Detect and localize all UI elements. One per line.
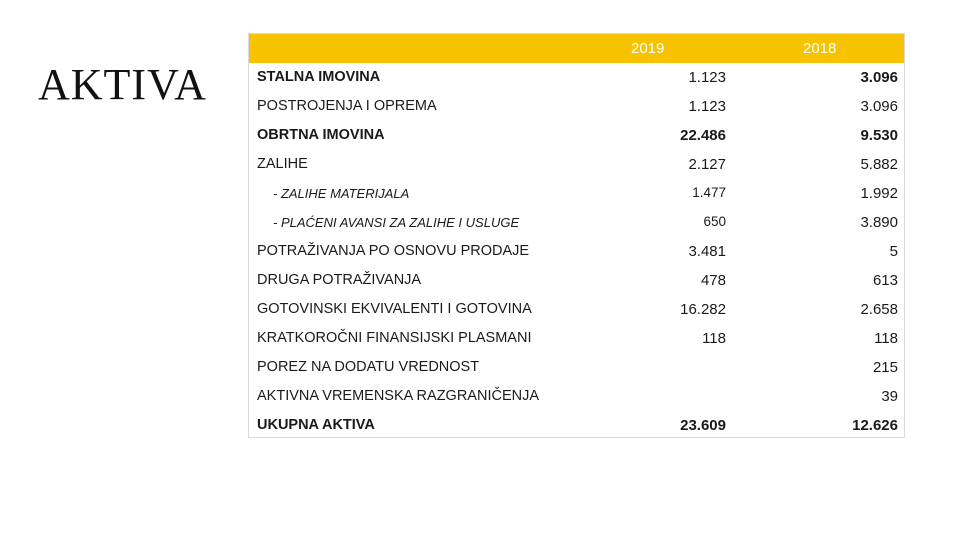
value-2018: 39 bbox=[881, 388, 898, 405]
value-2018: 118 bbox=[874, 330, 898, 347]
slide-title: AKTIVA bbox=[38, 60, 207, 109]
value-2019: 478 bbox=[700, 272, 726, 289]
row-label: AKTIVNA VREMENSKA RAZGRANIČENJA bbox=[257, 388, 540, 404]
row-label: ZALIHE bbox=[257, 156, 308, 172]
row-label: UKUPNA AKTIVA bbox=[257, 417, 375, 433]
value-2018: 3.096 bbox=[860, 69, 898, 86]
row-label: STALNA IMOVINA bbox=[257, 69, 381, 85]
row-label: POREZ NA DODATU VREDNOST bbox=[257, 359, 480, 375]
column-header-2019: 2019 bbox=[631, 40, 665, 57]
value-2019: 118 bbox=[702, 330, 726, 347]
value-2019: 16.282 bbox=[680, 301, 726, 318]
table-row bbox=[249, 295, 904, 324]
row-label: KRATKOROČNI FINANSIJSKI PLASMANI bbox=[257, 330, 532, 346]
row-label: - PLAĆENI AVANSI ZA ZALIHE I USLUGE bbox=[273, 215, 520, 230]
value-2019: 23.609 bbox=[680, 417, 726, 434]
value-2019: 1.477 bbox=[692, 185, 726, 200]
value-2019: 2.127 bbox=[688, 156, 726, 173]
value-2018: 613 bbox=[872, 272, 898, 289]
value-2018: 3.096 bbox=[860, 98, 898, 115]
value-2019: 22.486 bbox=[680, 127, 726, 144]
table-row bbox=[249, 382, 904, 411]
value-2018: 9.530 bbox=[860, 127, 898, 144]
row-label: POTRAŽIVANJA PO OSNOVU PRODAJE bbox=[257, 243, 530, 259]
table-row bbox=[249, 208, 904, 237]
row-label: POSTROJENJA I OPREMA bbox=[257, 98, 437, 114]
value-2019: 3.481 bbox=[688, 243, 726, 260]
table-header bbox=[249, 34, 904, 63]
table-row-total bbox=[249, 411, 904, 440]
row-label: GOTOVINSKI EKVIVALENTI I GOTOVINA bbox=[257, 301, 532, 317]
value-2019: 1.123 bbox=[688, 98, 726, 115]
value-2018: 3.890 bbox=[860, 214, 898, 231]
row-label: OBRTNA IMOVINA bbox=[257, 127, 385, 143]
row-label: DRUGA POTRAŽIVANJA bbox=[257, 272, 422, 288]
column-header-2018: 2018 bbox=[803, 40, 837, 57]
table-row bbox=[249, 266, 904, 295]
balance-table bbox=[248, 33, 905, 438]
value-2019: 650 bbox=[703, 214, 726, 229]
value-2018: 2.658 bbox=[860, 301, 898, 318]
table-row bbox=[249, 92, 904, 121]
table-row bbox=[249, 63, 904, 92]
value-2018: 215 bbox=[872, 359, 898, 376]
value-2018: 5 bbox=[889, 243, 898, 260]
table-row bbox=[249, 150, 904, 179]
value-2018: 1.992 bbox=[860, 185, 898, 202]
row-label: - ZALIHE MATERIJALA bbox=[273, 186, 410, 201]
value-2018: 5.882 bbox=[860, 156, 898, 173]
value-2018: 12.626 bbox=[852, 417, 898, 434]
table-row bbox=[249, 353, 904, 382]
table-row bbox=[249, 237, 904, 266]
table-row bbox=[249, 179, 904, 208]
value-2019: 1.123 bbox=[688, 69, 726, 86]
table-row bbox=[249, 121, 904, 150]
table-row bbox=[249, 324, 904, 353]
